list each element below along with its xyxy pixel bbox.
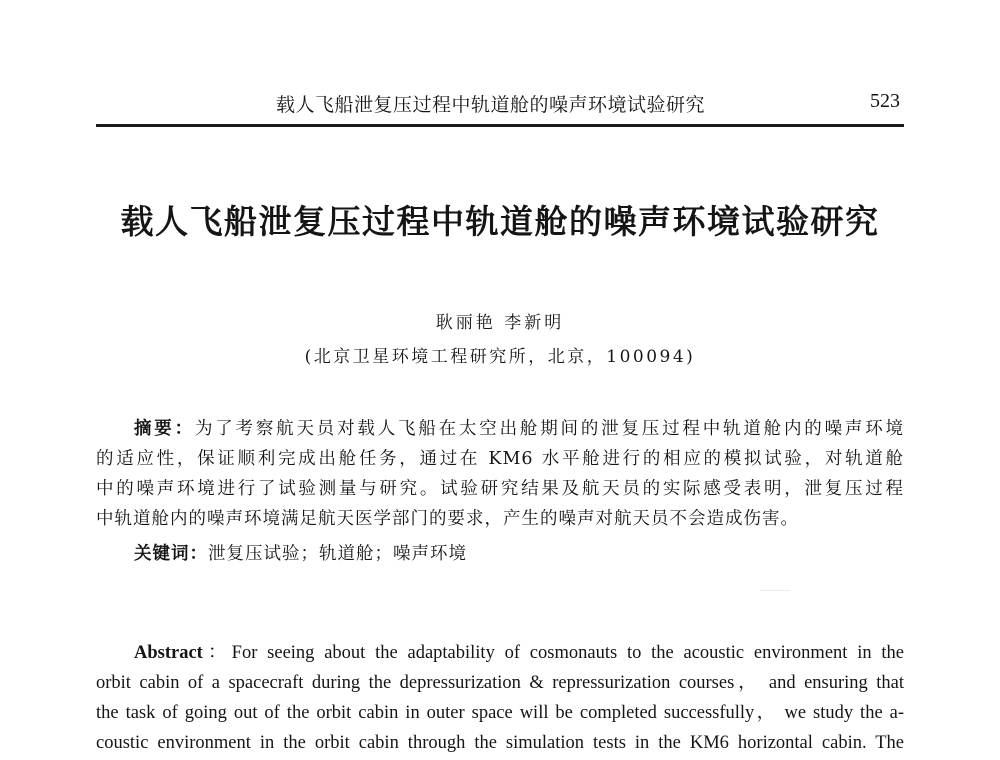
keywords-label: 关键词： <box>134 544 208 564</box>
paper-title: 载人飞船泄复压过程中轨道舱的噪声环境试验研究 <box>120 202 880 241</box>
page-number: 523 <box>870 90 900 112</box>
chinese-abstract-label: 摘要： <box>134 419 195 439</box>
english-abstract-line: coustic environment in the orbit cabin through the simulation tests in the KM6 horizontal cabin. The <box>96 733 904 753</box>
header-rule <box>96 124 904 127</box>
english-abstract-line: the task of going out of the orbit cabin in outer space will be completed successfully， we study the a- <box>96 703 904 723</box>
chinese-abstract <box>96 414 904 534</box>
chinese-abstract-line <box>96 414 904 444</box>
chinese-abstract-text: 为了考察航天员对载人飞船在太空出舱期间的泄复压过程中轨道舱内的噪声环境 <box>194 419 904 439</box>
keywords-text: 泄复压试验；轨道舱；噪声环境 <box>208 544 467 564</box>
english-abstract-label: Abstract <box>134 643 203 663</box>
authors: 耿丽艳 李新明 <box>435 313 565 333</box>
english-abstract-line: orbit cabin of a spacecraft during the depressurization & repressurization courses， and ensuring that <box>96 673 904 693</box>
english-abstract-text: For seeing about the adaptability of cosmonauts to the acoustic environment in the <box>231 643 904 663</box>
running-title: 载人飞船泄复压过程中轨道舱的噪声环境试验研究 <box>276 94 706 116</box>
chinese-abstract-line: 的适应性，保证顺利完成出舱任务，通过在 KM6 水平舱进行的相应的模拟试验，对轨道舱 <box>96 449 904 469</box>
chinese-abstract-line: 中轨道舱内的噪声环境满足航天医学部门的要求，产生的噪声对航天员不会造成伤害。 <box>96 509 799 529</box>
english-abstract-line <box>96 638 904 668</box>
keywords <box>134 540 467 565</box>
english-abstract-colon: ： <box>202 643 232 663</box>
chinese-abstract-line: 中的噪声环境进行了试验测量与研究。试验研究结果及航天员的实际感受表明，泄复压过程 <box>96 479 904 499</box>
english-abstract <box>96 638 904 758</box>
running-header <box>96 88 904 122</box>
affiliation: (北京卫星环境工程研究所，北京，100094) <box>304 347 696 367</box>
scan-mark <box>760 590 790 591</box>
